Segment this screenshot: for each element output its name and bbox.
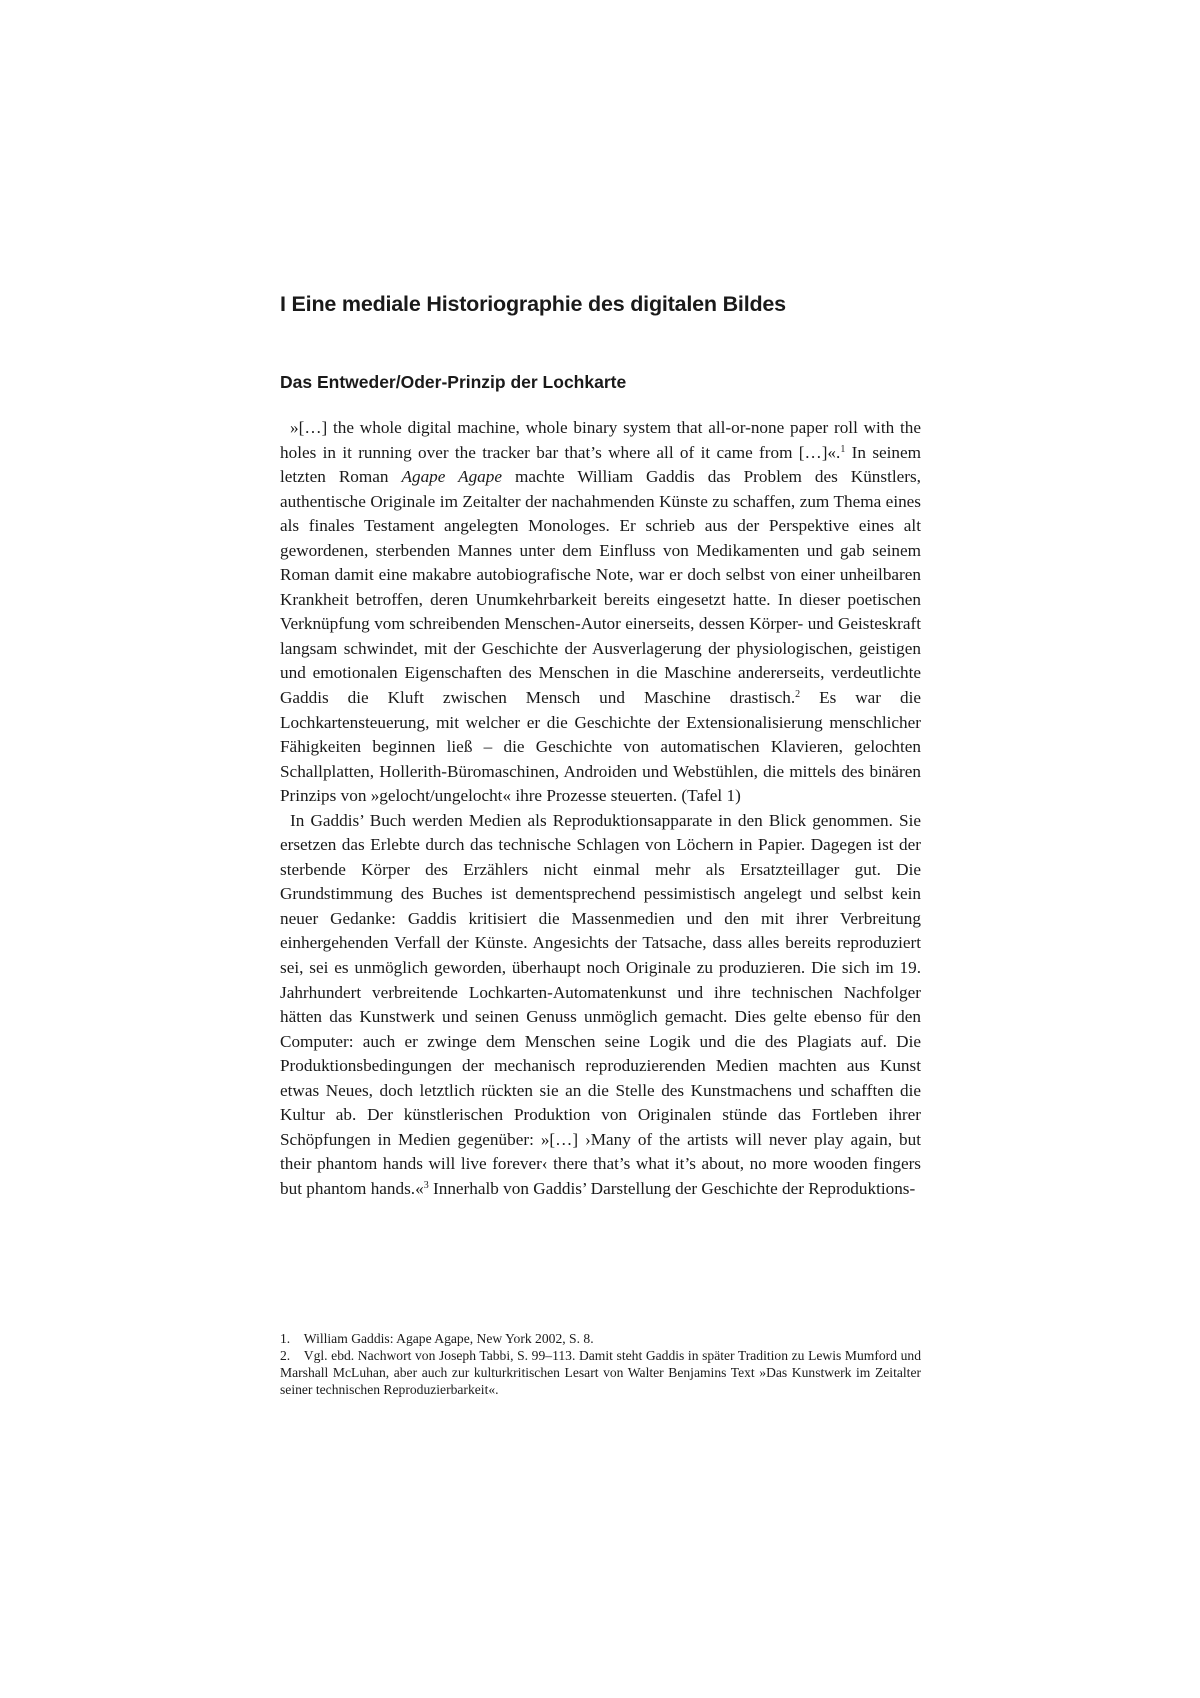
book-title: Agape Agape [401,467,503,487]
footnote-ref-3[interactable]: 3 [423,1179,429,1191]
footnote-ref-2[interactable]: 2 [795,689,801,701]
paragraph-2-text-end: Innerhalb von Gaddis’ Darstellung der Geschichte der Reproduktions- [428,1178,916,1198]
footnote-2: 2. Vgl. ebd. Nachwort von Joseph Tabbi, S. 99–113. Damit steht Gaddis in später Tradition zu Lewis Mumford und Marshall McLuhan, aber auch zur kulturkritischen Lesart von Walter Benjamins Text »Das Kunstwerk im Zeitalter seiner technischen Reproduzierbarkeit«. [280,1348,921,1397]
section-title: Das Entweder/Oder-Prinzip der Lochkarte [280,372,627,392]
paragraph-1-quote: »[…] the whole digital machine, whole binary system that all-or-none paper roll with the holes in it running over the tracker bar that’s where all of it came from […]«. [280,418,921,462]
paragraph-1-text: In seinem letzten Roman [280,442,921,487]
paragraph-1-text-continued: machte William Gaddis das Problem des Künstlers, authentische Originale im Zeitalter der nachahmenden Künste zu schaffen, zum Thema eines als finales Testament angelegten Monologes. Er schrieb aus der Perspektive eines alt gewordenen, sterbenden Mannes unter dem Einfluss von Medikamenten und gab seinem Roman damit eine makabre autobiografische Note, war er doch selbst von einer unheilbaren Krankheit betroffen, deren Unumkehrbarkeit bereits eingesetzt hatte. In dieser poetischen Verknüpfung vom schreibenden Menschen-Autor einerseits, dessen Körper- und Geisteskraft langsam schwindet, mit der Geschichte der Ausverlagerung der physiologischen, geistigen und emotionalen Eigenschaften des Menschen in die Maschine andererseits, verdeutlichte Gaddis die Kluft zwischen Mensch und Maschine drastisch. [280,467,921,708]
footnote-1: 1. William Gaddis: Agape Agape, New York 2002, S. 8. [280,1331,594,1346]
paragraph-1-text-end: Es war die Lochkartensteuerung, mit welcher er die Geschichte der Extensionalisierung menschlicher Fähigkeiten beginnen ließ – die Geschichte von automatischen Klavieren, gelochten Schallplatten, Hollerith-Büromaschinen, Androiden und Webstühlen, die mittels des binären Prinzips von »gelocht/ungelocht« ihre Prozesse steuerten. (Tafel 1) [280,688,921,806]
footnotes [280,1330,921,1398]
page-content [280,290,921,1397]
footnote-ref-1[interactable]: 1 [840,443,846,455]
paragraph-2-text: In Gaddis’ Buch werden Medien als Reproduktionsapparate in den Blick genommen. Sie ersetzen das Erlebte durch das technische Schlagen von Löchern in Papier. Dagegen ist der sterbende Körper des Erzählers nicht einmal mehr als Ersatzteillager gut. Die Grundstimmung des Buches ist dementsprechend pessimistisch angelegt und selbst kein neuer Gedanke: Gaddis kritisiert die Massenmedien und den mit ihrer Verbreitung einhergehenden Verfall der Künste. Angesichts der Tatsache, dass alles bereits reproduziert sei, sei es unmöglich geworden, überhaupt noch Originale zu produzieren. Die sich im 19. Jahrhundert verbreitende Lochkarten-Automatenkunst und ihre technischen Nachfolger hätten das Kunstwerk und seinen Genuss unmöglich gemacht. Dies gelte ebenso für den Computer: auch er zwinge dem Menschen seine Logik und die des Plagiats auf. Die Produktionsbedingungen der mechanisch reproduzierenden Medien machten aus Kunst etwas Neues, doch letztlich rückten sie an die Stelle des Kunstmachens und schafften die Kultur ab. Der künstlerischen Produktion von Originalen stünde das Fortleben ihrer Schöpfungen in Medien gegenüber: »[…] ›Many of the artists will never play again, but their phantom hands will live forever‹ there that’s what it’s about, no more wooden fingers but phantom hands.« [280,810,921,1198]
chapter-title: I Eine mediale Historiographie des digitalen Bildes [280,292,786,316]
body-text [280,416,921,1202]
paragraph-1 [280,416,921,809]
paragraph-2 [280,809,921,1202]
